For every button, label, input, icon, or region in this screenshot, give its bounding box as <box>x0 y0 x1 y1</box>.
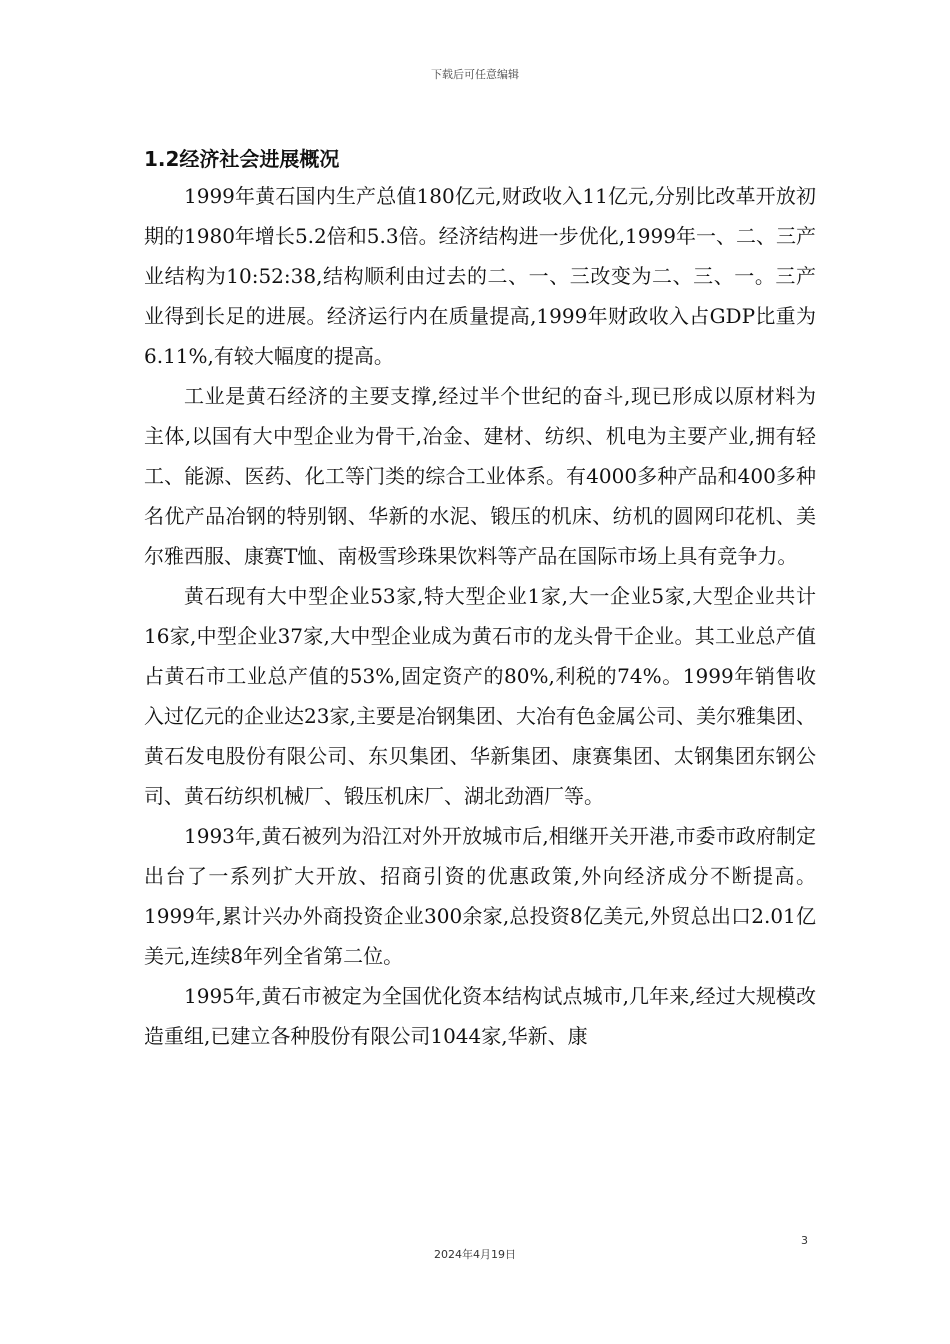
paragraph-capital-structure: 1995年,黄石市被定为全国优化资本结构试点城市,几年来,经过大规模改造重组,已建立各种股份有限公司1044家,华新、康 <box>144 984 816 1048</box>
page-number: 3 <box>801 1234 808 1247</box>
page-header-note: 下载后可任意编辑 <box>431 68 519 81</box>
paragraph-gdp: 1999年黄石国内生产总值180亿元,财政收入11亿元,分别比改革开放初期的1980年增长5.2倍和5.3倍。经济结构进一步优化,1999年一、二、三产业结构为10:52:38,结构顺利由过去的二、一、三改变为二、三、一。三产业得到长足的进展。经济运行内在质量提高,1999年财政收入占GDP比重为6.11%,有较大幅度的提高。 <box>144 184 816 368</box>
document-body <box>144 144 816 1056</box>
paragraph-enterprises: 黄石现有大中型企业53家,特大型企业1家,大一企业5家,大型企业共计16家,中型企业37家,大中型企业成为黄石市的龙头骨干企业。其工业总产值占黄石市工业总产值的53%,固定资产的80%,利税的74%。1999年销售收入过亿元的企业达23家,主要是冶钢集团、大冶有色金属公司、美尔雅集团、黄石发电股份有限公司、东贝集团、华新集团、康赛集团、太钢集团东钢公司、黄石纺织机械厂、锻压机床厂、湖北劲酒厂等。 <box>144 584 816 808</box>
paragraph-industry: 工业是黄石经济的主要支撑,经过半个世纪的奋斗,现已形成以原材料为主体,以国有大中型企业为骨干,冶金、建材、纺织、机电为主要产业,拥有轻工、能源、医药、化工等门类的综合工业体系。有4000多种产品和400多种名优产品冶钢的特别钢、华新的水泥、锻压的机床、纺机的圆网印花机、美尔雅西服、康赛T恤、南极雪珍珠果饮料等产品在国际市场上具有竞争力。 <box>144 384 816 568</box>
section-heading: 1.2经济社会进展概况 <box>144 147 340 171</box>
paragraph-opening-up: 1993年,黄石被列为沿江对外开放城市后,相继开关开港,市委市政府制定出台了一系列扩大开放、招商引资的优惠政策,外向经济成分不断提高。1999年,累计兴办外商投资企业300余家,总投资8亿美元,外贸总出口2.01亿美元,连续8年列全省第二位。 <box>144 824 816 968</box>
footer-date: 2024年4月19日 <box>434 1248 516 1261</box>
